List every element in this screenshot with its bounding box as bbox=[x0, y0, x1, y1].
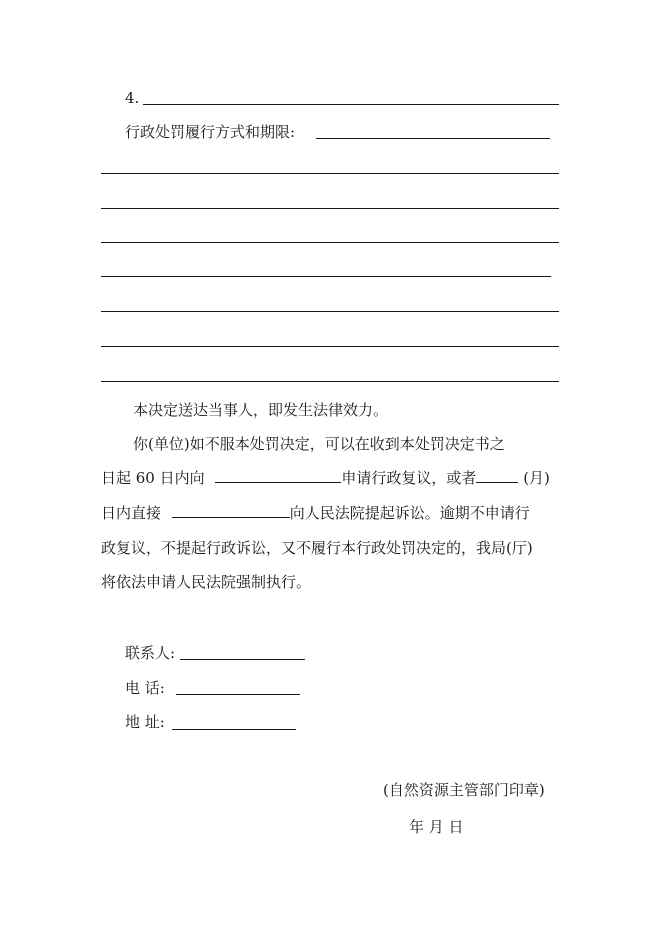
appeal-line-3-end: 向人民法院提起诉讼。逾期不申请行 bbox=[289, 504, 530, 522]
performance-label: 行政处罚履行方式和期限: bbox=[125, 123, 296, 141]
contact-person-blank[interactable] bbox=[180, 659, 305, 660]
date-text: 年 月 日 bbox=[409, 818, 464, 836]
address-blank[interactable] bbox=[172, 729, 296, 730]
blank-line[interactable] bbox=[101, 276, 551, 277]
blank-line[interactable] bbox=[101, 208, 559, 209]
appeal-line-4: 政复议，不提起行政诉讼，又不履行本行政处罚决定的，我局(厅) bbox=[101, 539, 533, 557]
appeal-line-1: 你(单位)如不服本处罚决定，可以在收到本处罚决定书之 bbox=[133, 435, 505, 453]
seal-text: (自然资源主管部门印章) bbox=[383, 781, 545, 799]
blank-line[interactable] bbox=[101, 242, 559, 243]
months-blank[interactable] bbox=[476, 468, 518, 483]
appeal-line-2-start: 日起 60 日内向 bbox=[101, 469, 205, 487]
appeal-line-3 bbox=[101, 503, 559, 523]
item4-blank-line[interactable] bbox=[143, 104, 559, 105]
effect-statement: 本决定送达当事人，即发生法律效力。 bbox=[133, 401, 389, 419]
blank-line[interactable] bbox=[101, 346, 559, 347]
address-label: 地 址: bbox=[125, 713, 165, 731]
review-authority-blank[interactable] bbox=[215, 468, 341, 483]
appeal-line-2 bbox=[101, 468, 559, 488]
item-number: 4. bbox=[125, 89, 140, 107]
appeal-line-3-start: 日内直接 bbox=[101, 504, 162, 522]
contact-person-label: 联系人: bbox=[125, 644, 176, 662]
appeal-line-5: 将依法申请人民法院强制执行。 bbox=[101, 573, 312, 591]
blank-line[interactable] bbox=[101, 311, 559, 312]
blank-line[interactable] bbox=[101, 173, 559, 174]
blank-line[interactable] bbox=[101, 381, 559, 382]
phone-label: 电 话: bbox=[125, 679, 165, 697]
performance-blank-line[interactable] bbox=[316, 138, 550, 139]
appeal-line-2-unit: (月) bbox=[523, 469, 550, 487]
lawsuit-blank[interactable] bbox=[172, 503, 290, 518]
phone-blank[interactable] bbox=[176, 694, 300, 695]
appeal-line-2-middle: 申请行政复议，或者 bbox=[341, 469, 477, 487]
